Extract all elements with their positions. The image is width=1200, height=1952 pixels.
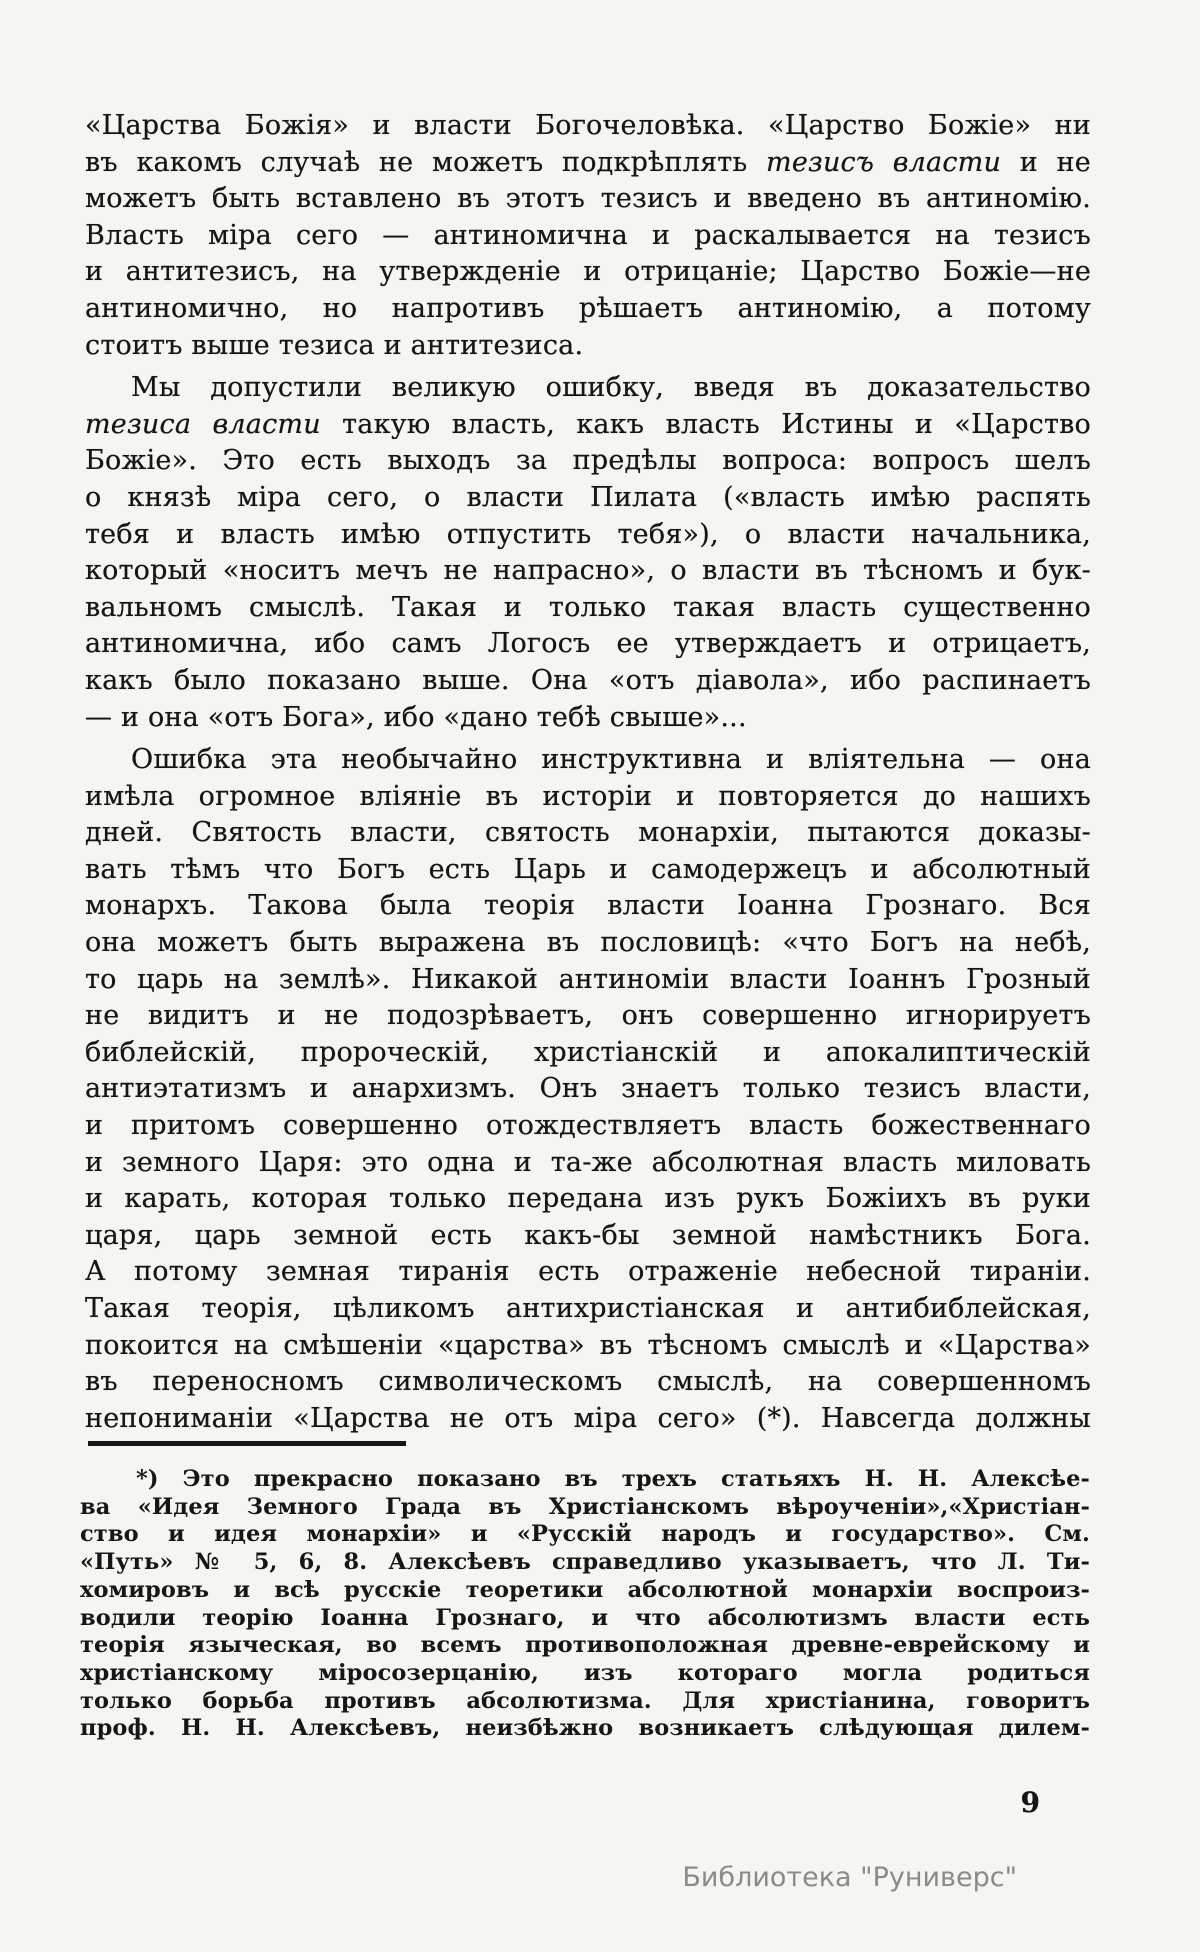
paragraph	[85, 108, 1091, 364]
text-line: только борьба противъ абсолютизма. Для христіанина, говоритъ	[80, 1687, 1090, 1714]
text-line: «Царства Божія» и власти Богочеловѣка. «Царство Божіе» ни	[85, 110, 1091, 141]
text-line: тезиса власти такую власть, какъ власть Истины и «Царство	[85, 408, 1091, 440]
text-line: А потому земная тиранія есть отраженіе небесной тираніи.	[85, 1256, 1091, 1288]
text-line: христіанскому міросозерцанію, изъ котораго могла родиться	[80, 1659, 1090, 1686]
text-line: теорія языческая, во всемъ противоположная древне-еврейскому и	[80, 1632, 1090, 1659]
text-line: ва «Идея Земного Града въ Христіанскомъ вѣроученіи»,«Христіан-	[80, 1493, 1090, 1520]
text-line: — и она «отъ Бога», ибо «дано тебѣ свыше»...	[85, 701, 747, 733]
text-line: вальномъ смыслѣ. Такая и только такая власть существенно	[85, 591, 1091, 623]
text-line: покоится на смѣшеніи «царства» въ тѣсномъ смыслѣ и «Царства»	[85, 1329, 1091, 1361]
text-line: антиэтатизмъ и анархизмъ. Онъ знаетъ только тезисъ власти,	[85, 1073, 1091, 1105]
text-line: *) Это прекрасно показано въ трехъ статьяхъ Н. Н. Алексѣе-	[136, 1466, 1090, 1492]
text-line: водили теорію Іоанна Грознаго, и что абсолютизмъ власти есть	[80, 1604, 1090, 1631]
text-line: она можетъ быть выражена въ пословицѣ: «что Богъ на небѣ,	[85, 927, 1091, 959]
text-line: Мы допустили великую ошибку, введя въ доказательство	[131, 372, 1091, 404]
text-line: стоитъ выше тезиса и антитезиса.	[85, 329, 584, 361]
text-line: то царь на землѣ». Никакой антиноміи власти Іоаннъ Грозный	[85, 963, 1091, 995]
text-line: тебя и власть имѣю отпустить тебя»), о власти начальника,	[85, 518, 1091, 550]
watermark-runivers: Библиотека "Руниверс"	[682, 1862, 1017, 1893]
text-line: имѣла огромное вліяніе въ исторіи и повторяется до нашихъ	[85, 780, 1091, 812]
text-line: и земного Царя: это одна и та-же абсолютная власть миловать	[85, 1146, 1091, 1178]
text-line: «Путь» № 5, 6, 8. Алексѣевъ справедливо указываетъ, что Л. Ти-	[80, 1549, 1090, 1576]
main-text	[85, 108, 1091, 1443]
paragraph	[80, 1466, 1090, 1743]
text-line: библейскій, пророческій, христіанскій и апокалиптическій	[85, 1036, 1091, 1068]
paragraph	[85, 742, 1091, 1437]
text-line: проф. Н. Н. Алексѣевъ, неизбѣжно возникаетъ слѣдующая дилем-	[80, 1715, 1090, 1742]
footnote	[80, 1466, 1090, 1749]
text-line: который «носитъ мечъ не напрасно», о власти въ тѣсномъ и бук-	[85, 555, 1091, 587]
text-line: Такая теорія, цѣликомъ антихристіанская и антибиблейская,	[85, 1293, 1091, 1324]
text-line: и карать, которая только передана изъ рукъ Божіихъ въ руки	[85, 1183, 1091, 1215]
text-line: ство и идея монархіи» и «Русскій народъ и государство». См.	[80, 1521, 1090, 1548]
text-line: вать тѣмъ что Богъ есть Царь и самодержецъ и абсолютный	[85, 853, 1091, 885]
text-line: въ переносномъ символическомъ смыслѣ, на совершенномъ	[85, 1366, 1091, 1398]
text-line: антиномична, ибо самъ Логосъ ее утверждаетъ и отрицаетъ,	[85, 628, 1091, 660]
text-line: Власть міра сего — антиномична и раскалывается на тезисъ	[85, 219, 1091, 251]
text-line: Божіе». Это есть выходъ за предѣлы вопроса: вопросъ шелъ	[85, 445, 1091, 477]
text-line: царя, царь земной есть какъ-бы земной намѣстникъ Бога.	[85, 1219, 1091, 1251]
text-line: и притомъ совершенно отождествляетъ власть божественнаго	[85, 1110, 1091, 1142]
text-line: дней. Святость власти, святость монархіи, пытаются доказы-	[85, 817, 1091, 849]
text-line: хомировъ и всѣ русскіе теоретики абсолютной монархіи воспроиз-	[80, 1576, 1090, 1603]
footnote-separator	[88, 1441, 406, 1446]
text-line: какъ было показано выше. Она «отъ діавола», ибо распинаетъ	[85, 664, 1091, 696]
text-line: Ошибка эта необычайно инструктивна и вліятельна — она	[131, 744, 1091, 776]
text-line: въ какомъ случаѣ не можетъ подкрѣплять тезисъ власти и не	[85, 146, 1091, 178]
text-line: непониманіи «Царства не отъ міра сего» (*). Навсегда должны	[85, 1402, 1091, 1434]
text-line: можетъ быть вставлено въ этотъ тезисъ и введено въ антиномію.	[85, 183, 1091, 215]
page-number: 9	[1020, 1786, 1040, 1819]
paragraph	[85, 370, 1091, 736]
text-line: не видитъ и не подозрѣваетъ, онъ совершенно игнорируетъ	[85, 1000, 1091, 1032]
text-line: монархъ. Такова была теорія власти Іоанна Грознаго. Вся	[85, 890, 1091, 922]
text-line: антиномично, но напротивъ рѣшаетъ антиномію, а потому	[85, 292, 1091, 324]
text-line: и антитезисъ, на утвержденіе и отрицаніе; Царство Божіе—не	[85, 256, 1091, 288]
text-line: о князѣ міра сего, о власти Пилата («власть имѣю распять	[85, 481, 1091, 513]
